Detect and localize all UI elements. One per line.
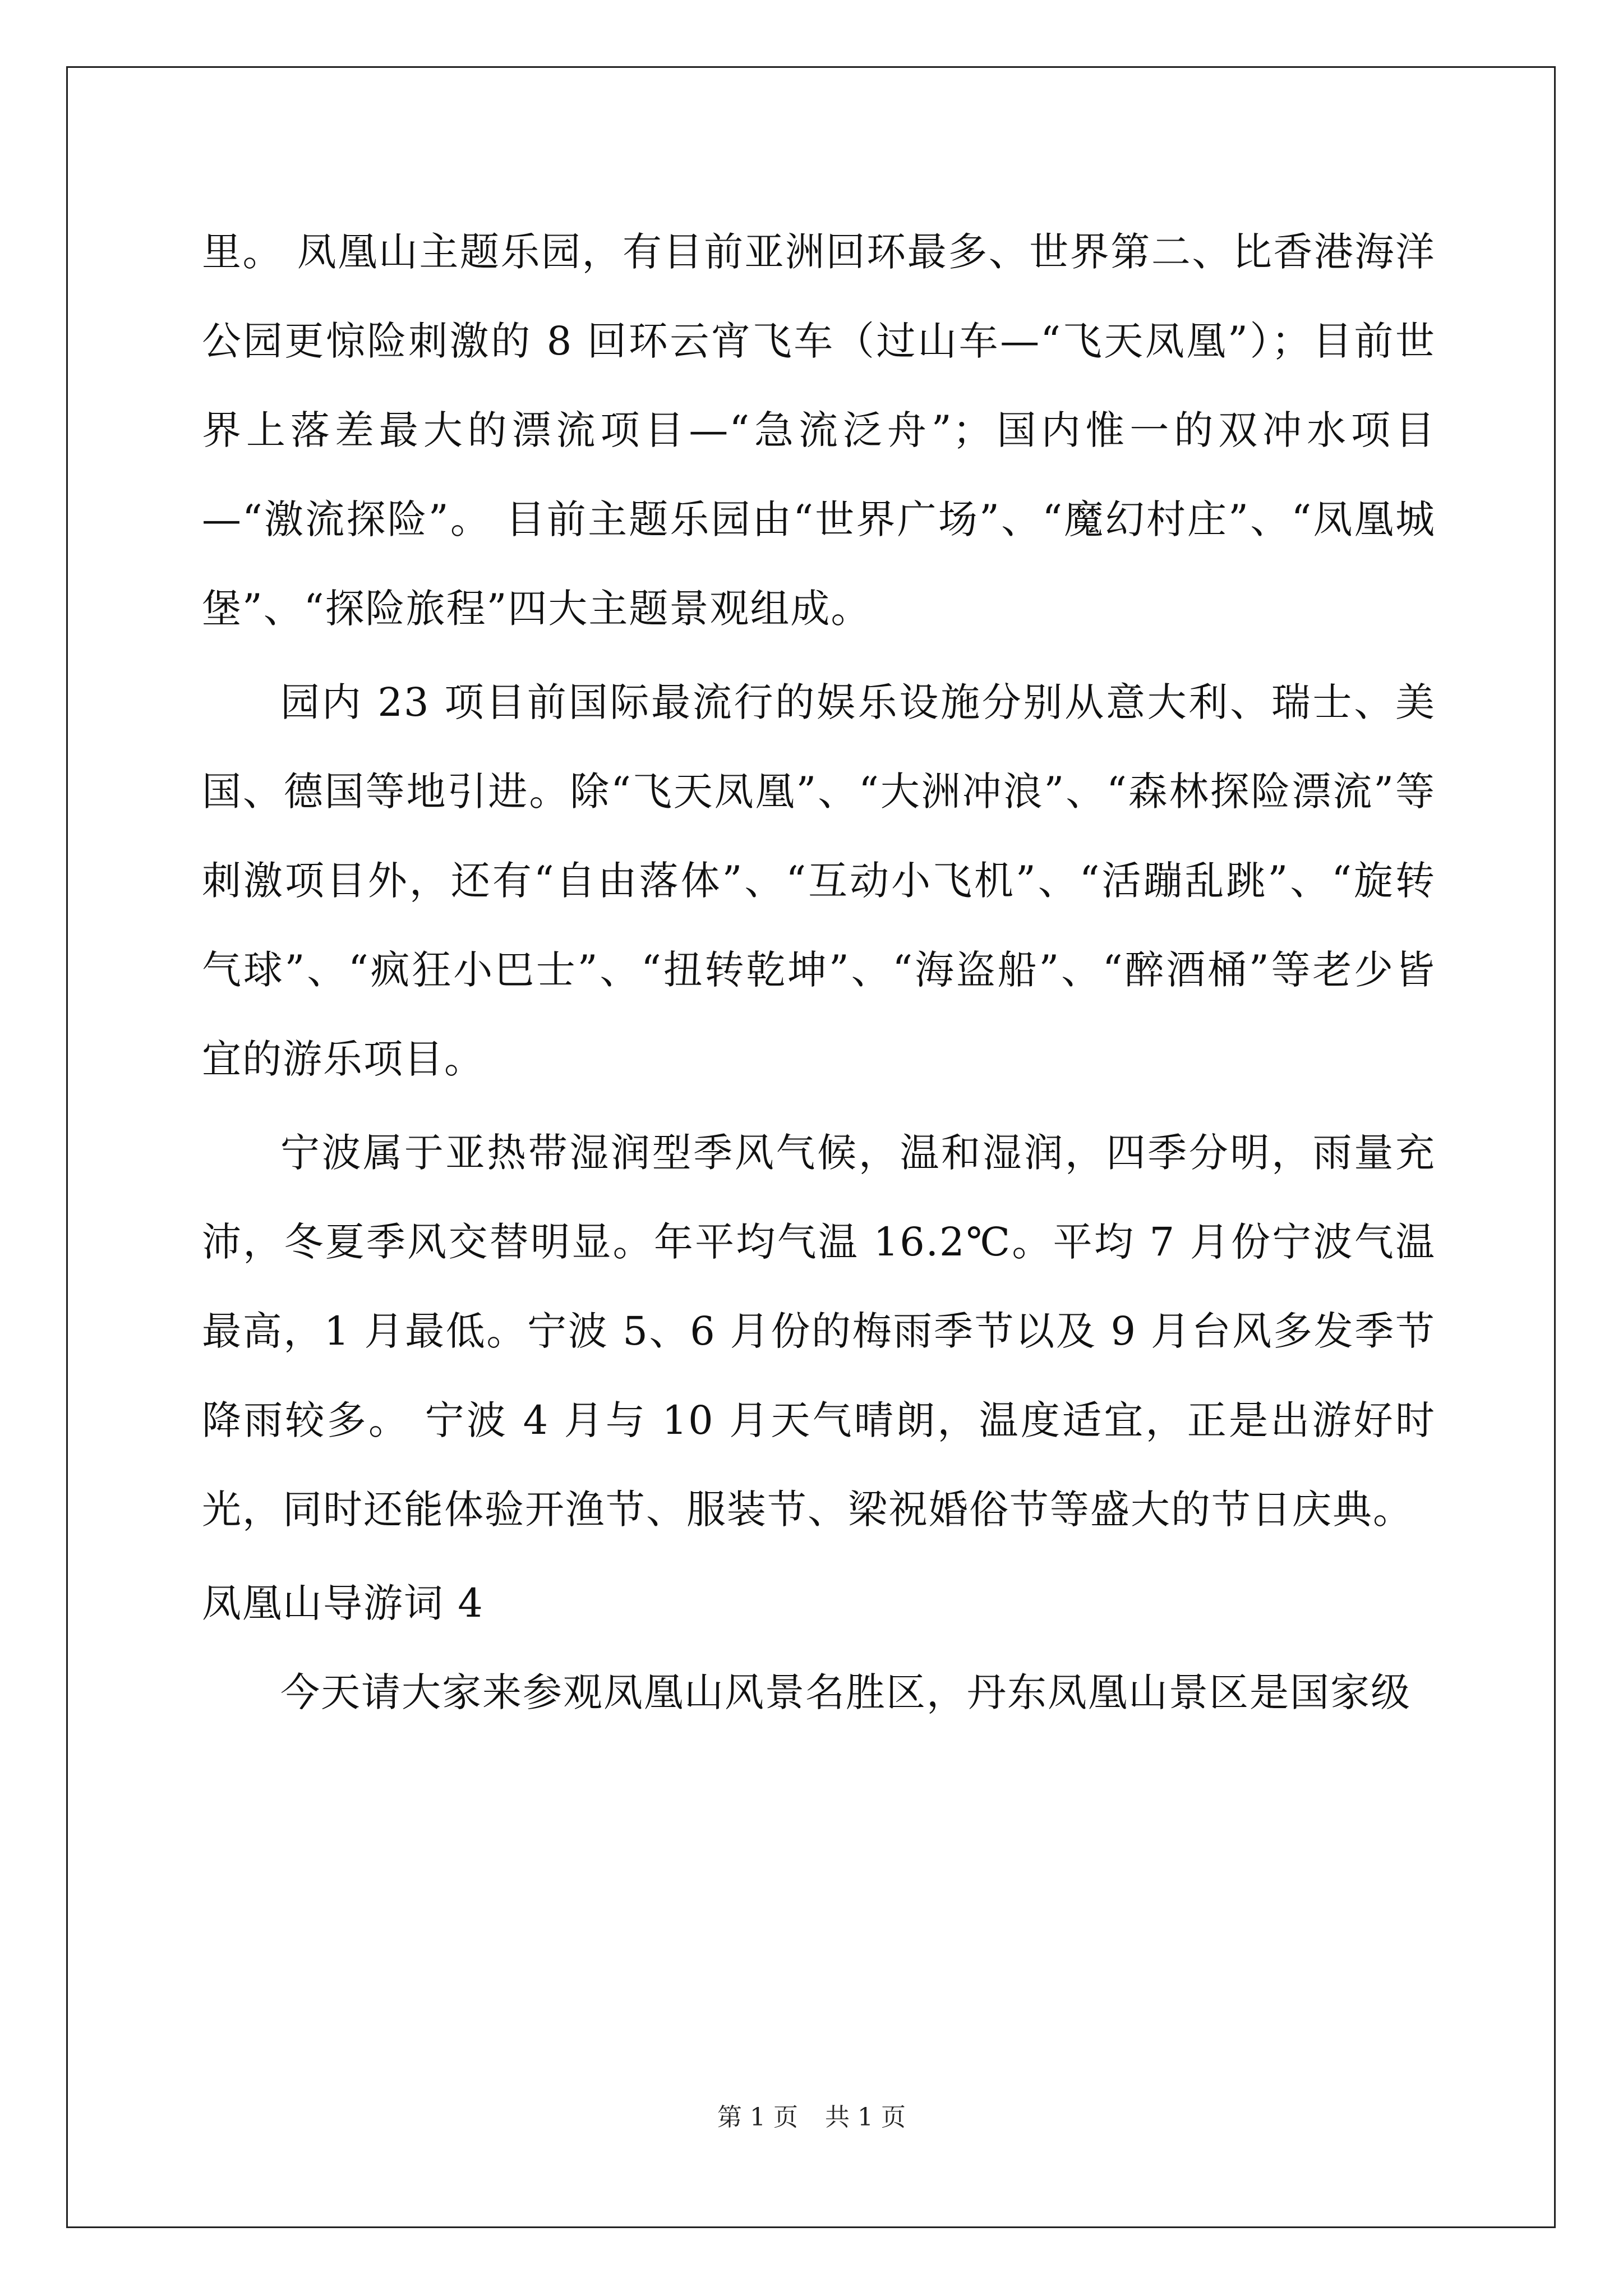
section-heading: 凤凰山导游词 4 bbox=[202, 1580, 484, 1626]
page-footer bbox=[0, 2101, 1623, 2134]
paragraph-climate: 宁波属于亚热带湿润型季风气候，温和湿润，四季分明，雨量充沛，冬夏季风交替明显。年平均气温 16.2℃。平均 7 月份宁波气温最高，1 月最低。宁波 5、6 月份的梅雨季节以及 9 月台风多发季节降雨较多。 宁波 4 月与 10 月天气晴朗，温度适宜，正是出游好时光，同时还能体验开渔节、服装节、梁祝婚俗节等盛大的节日庆典。 bbox=[202, 1130, 1436, 1533]
page-total: 共 1 页 bbox=[825, 2103, 906, 2132]
paragraph-attractions: 园内 23 项目前国际最流行的娱乐设施分别从意大利、瑞士、美国、德国等地引进。除“飞天凤凰”、“大洲冲浪”、“森林探险漂流”等刺激项目外，还有“自由落体”、“互动小飞机”、“活蹦乱跳”、“旋转气球”、“疯狂小巴士”、“扭转乾坤”、“海盗船”、“醉酒桶”等老少皆宜的游乐项目。 bbox=[202, 679, 1436, 1082]
document-body bbox=[202, 208, 1436, 1737]
paragraph-theme-park: 里。 凤凰山主题乐园，有目前亚洲回环最多、世界第二、比香港海洋公园更惊险刺激的 8 回环云宵飞车（过山车—“飞天凤凰”）；目前世界上落差最大的漂流项目—“急流泛舟”；国内惟一的双冲水项目—“激流探险”。 目前主题乐园由“世界广场”、“魔幻村庄”、“凤凰城堡”、“探险旅程”四大主题景观组成。 bbox=[202, 229, 1436, 632]
paragraph-intro: 今天请大家来参观凤凰山风景名胜区，丹东凤凰山景区是国家级 bbox=[280, 1669, 1411, 1715]
page-number: 第 1 页 bbox=[717, 2103, 798, 2132]
